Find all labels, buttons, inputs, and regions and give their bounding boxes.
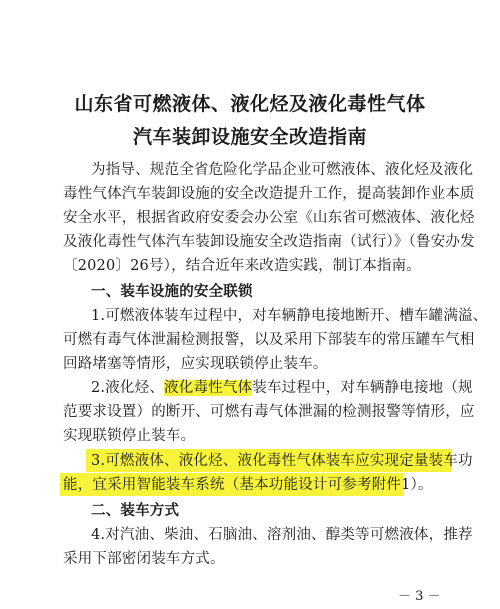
page-number: － 3 － (398, 589, 441, 604)
item-1-line: 1.可燃液体装车过程中，对车辆静电接地断开、槽车罐满溢、 (91, 308, 488, 324)
item-4-line: 采用下部密闭装车方式。 (63, 551, 225, 567)
section-heading-2: 二、装车方式 (91, 503, 180, 519)
item-2-line: 实现联锁停止装车。 (63, 428, 196, 444)
intro-line: 毒性气体汽车装卸设施的安全改造提升工作，提高装卸作业本质 (63, 186, 475, 202)
intro-line: 及液化毒性气体汽车装卸设施安全改造指南（试行）》（鲁安办发 (63, 234, 475, 250)
intro-line: 〔2020〕26号），结合近年来改造实践，制订本指南。 (63, 258, 422, 274)
item-1-line: 回路堵塞等情形，应实现联锁停止装车。 (63, 356, 328, 372)
document-title-line-1: 山东省可燃液体、液化烃及液化毒性气体 (74, 93, 426, 115)
item-1-line: 可燃有毒气体泄漏检测报警，以及采用下部装车的常压罐车气相 (63, 332, 475, 348)
document-title-line-2: 汽车装卸设施安全改造指南 (132, 126, 367, 148)
item-2-line (91, 378, 473, 398)
intro-line: 为指导、规范全省危险化学品企业可燃液体、液化烃及液化 (91, 162, 474, 178)
item-2-prefix: 2.液化烃、 (91, 380, 165, 396)
item-2-highlight: 液化毒性气体 (164, 380, 253, 396)
item-2-line: 范要求设置）的断开、可燃有毒气体泄漏的检测报警等情形，应 (63, 404, 475, 420)
item-2-suffix: 装车过程中，对车辆静电接地（规 (252, 380, 473, 396)
item-4-line: 4.对汽油、柴油、石脑油、溶剂油、醇类等可燃液体，推荐 (91, 527, 473, 543)
item-3-line: 能，宜采用智能装车系统（基本功能设计可参考附件1）。 (63, 477, 433, 493)
section-heading-1: 一、装车设施的安全联锁 (91, 284, 253, 300)
intro-line: 安全水平，根据省政府安委会办公室《山东省可燃液体、液化烃 (63, 210, 475, 226)
item-3-line: 3.可燃液体、液化烃、液化毒性气体装车应实现定量装车功 (91, 453, 473, 469)
